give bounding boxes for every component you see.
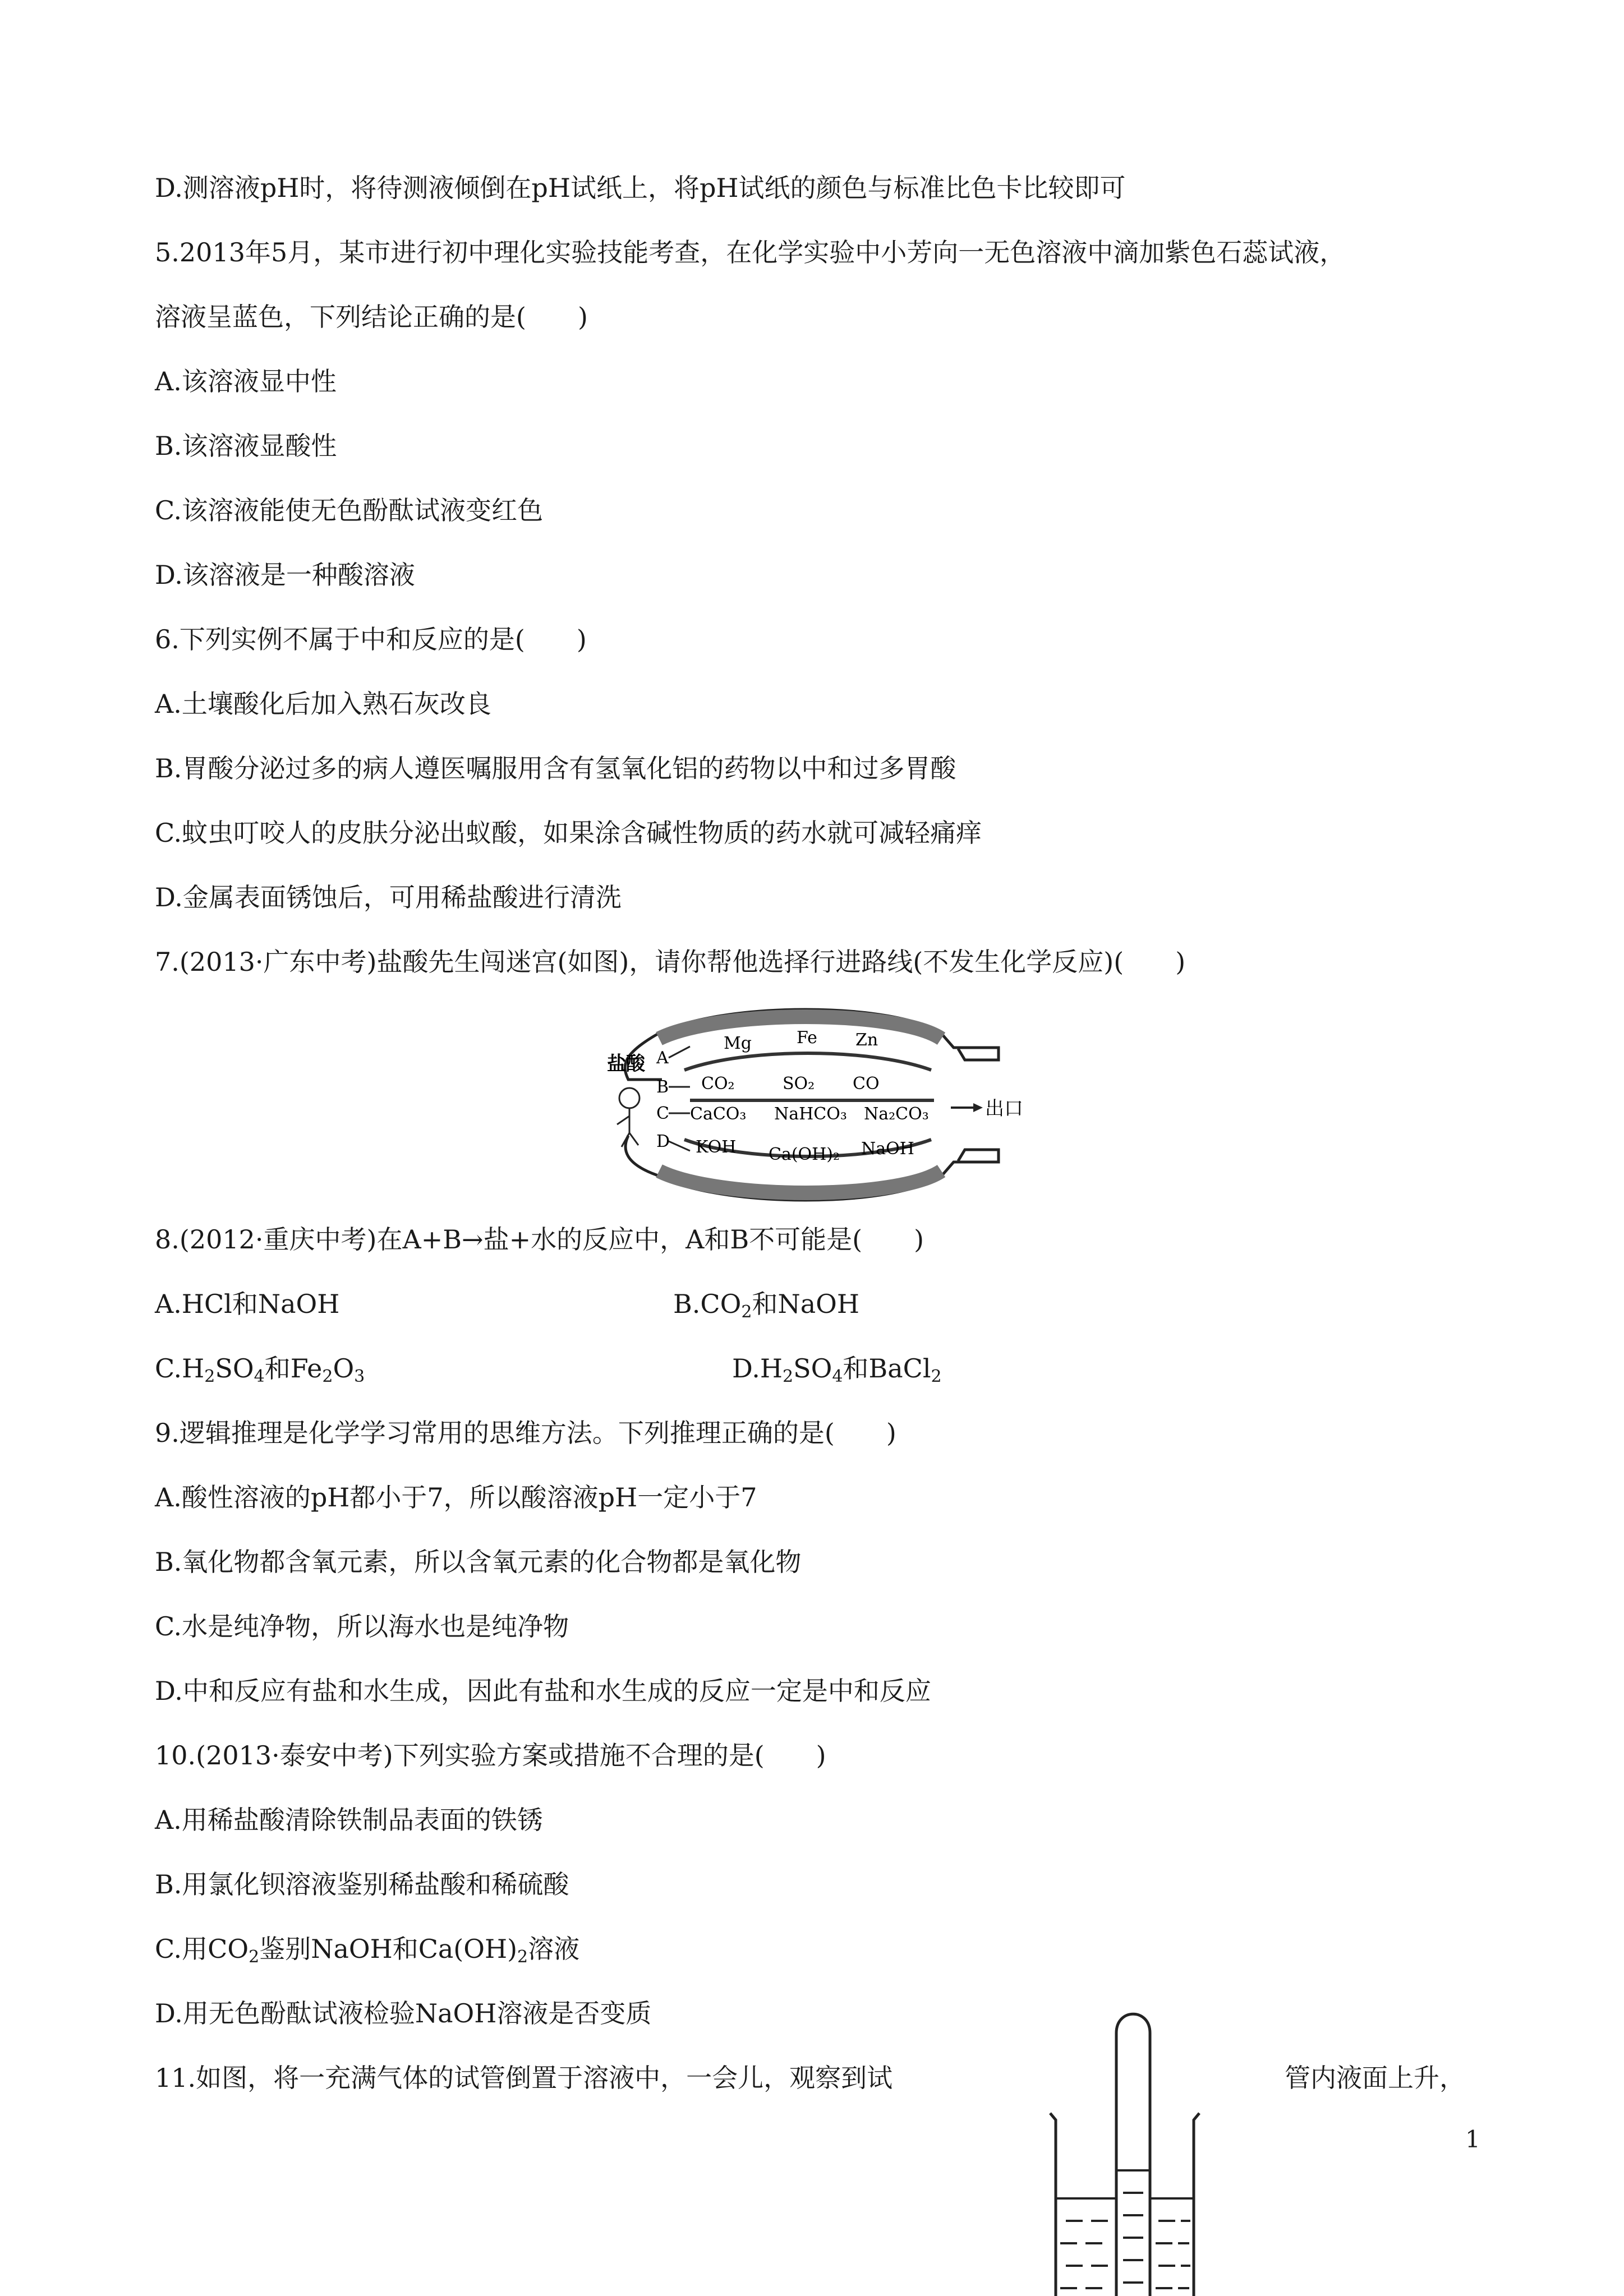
q6-option-d: D.金属表面锈蚀后，可用稀盐酸进行清洗 (155, 882, 622, 912)
route-d-item: KOH (696, 1137, 737, 1157)
route-d-item: Ca(OH)₂ (769, 1145, 840, 1164)
route-d-label: D (656, 1132, 670, 1151)
maze-person-label: 盐酸 (607, 1053, 645, 1075)
q5-stem-line1: 5.2013年5月，某市进行初中理化实验技能考查，在化学实验中小芳向一无色溶液中滴加紫色石蕊试液， (155, 237, 1346, 268)
route-d-item: NaOH (861, 1139, 914, 1159)
maze-exit-label: 出口 (985, 1098, 1023, 1120)
q4-option-d: D.测溶液pH时，将待测液倾倒在pH试纸上，将pH试纸的颜色与标准比色卡比较即可 (155, 173, 1126, 203)
q10-option-d: D.用无色酚酞试液检验NaOH溶液是否变质 (155, 1998, 652, 2028)
q8-option-a: A.HCl和NaOH (155, 1289, 340, 1319)
q9-option-d: D.中和反应有盐和水生成，因此有盐和水生成的反应一定是中和反应 (155, 1676, 931, 1706)
q5-option-a: A.该溶液显中性 (155, 366, 337, 397)
beaker-testtube-figure (1043, 1985, 1212, 2296)
q6-option-c: C.蚊虫叮咬人的皮肤分泌出蚁酸，如果涂含碱性物质的药水就可减轻痛痒 (155, 818, 982, 848)
route-b-item: CO₂ (701, 1074, 735, 1094)
route-a-item: Zn (855, 1030, 878, 1050)
route-b-item: SO₂ (783, 1074, 815, 1094)
maze-figure (606, 1004, 1032, 1206)
q9-stem: 9.逻辑推理是化学学习常用的思维方法。下列推理正确的是( ) (155, 1418, 896, 1448)
q8-stem: 8.(2012·重庆中考)在A+B→盐+水的反应中，A和B不可能是( ) (155, 1224, 924, 1255)
q5-option-c: C.该溶液能使无色酚酞试液变红色 (155, 495, 544, 525)
route-c-item: NaHCO₃ (774, 1104, 847, 1124)
q6-option-b: B.胃酸分泌过多的病人遵医嘱服用含有氢氧化铝的药物以中和过多胃酸 (155, 753, 956, 783)
route-a-item: Fe (797, 1028, 817, 1048)
q9-option-c: C.水是纯净物，所以海水也是纯净物 (155, 1611, 569, 1642)
route-b-label: B (656, 1077, 669, 1097)
q5-option-b: B.该溶液显酸性 (155, 431, 337, 461)
q9-option-b: B.氧化物都含氧元素，所以含氧元素的化合物都是氧化物 (155, 1547, 802, 1577)
q10-option-a: A.用稀盐酸清除铁制品表面的铁锈 (155, 1805, 543, 1835)
q11-stem-right: 管内液面上升， (1285, 2063, 1465, 2093)
q8-option-d: $D.H_2SO_4$和BaCl$_2$ (732, 1353, 942, 1386)
q10-option-b: B.用氯化钡溶液鉴别稀盐酸和稀硫酸 (155, 1869, 569, 1899)
q9-option-a: A.酸性溶液的pH都小于7，所以酸溶液pH一定小于7 (155, 1482, 757, 1513)
q10-stem: 10.(2013·泰安中考)下列实验方案或措施不合理的是( ) (155, 1740, 826, 1771)
route-b-item: CO (853, 1074, 880, 1094)
q6-option-a: A.土壤酸化后加入熟石灰改良 (155, 689, 491, 719)
route-a-item: Mg (724, 1034, 752, 1053)
q5-option-d: D.该溶液是一种酸溶液 (155, 560, 415, 590)
q5-stem-line2: 溶液呈蓝色，下列结论正确的是( ) (155, 302, 588, 332)
q11-stem-left: 11.如图，将一充满气体的试管倒置于溶液中，一会儿，观察到试 (155, 2063, 893, 2093)
page-number: 1 (1465, 2126, 1480, 2153)
q8-option-b: $B.CO_2$和NaOH (673, 1289, 859, 1322)
q10-option-c: C.用$CO_2$鉴别NaOH和$Ca(OH)_2$溶液 (155, 1934, 580, 1967)
route-c-item: CaCO₃ (690, 1104, 747, 1124)
q6-stem: 6.下列实例不属于中和反应的是( ) (155, 624, 587, 654)
q7-stem: 7.(2013·广东中考)盐酸先生闯迷宫(如图)，请你帮他选择行进路线(不发生化学反应)( ) (155, 947, 1186, 977)
route-a-label: A (656, 1048, 669, 1068)
route-c-label: C (656, 1104, 669, 1123)
q8-option-c: $C.H_2SO_4$和$Fe_2O_3$ (155, 1353, 365, 1386)
route-c-item: Na₂CO₃ (864, 1104, 929, 1124)
